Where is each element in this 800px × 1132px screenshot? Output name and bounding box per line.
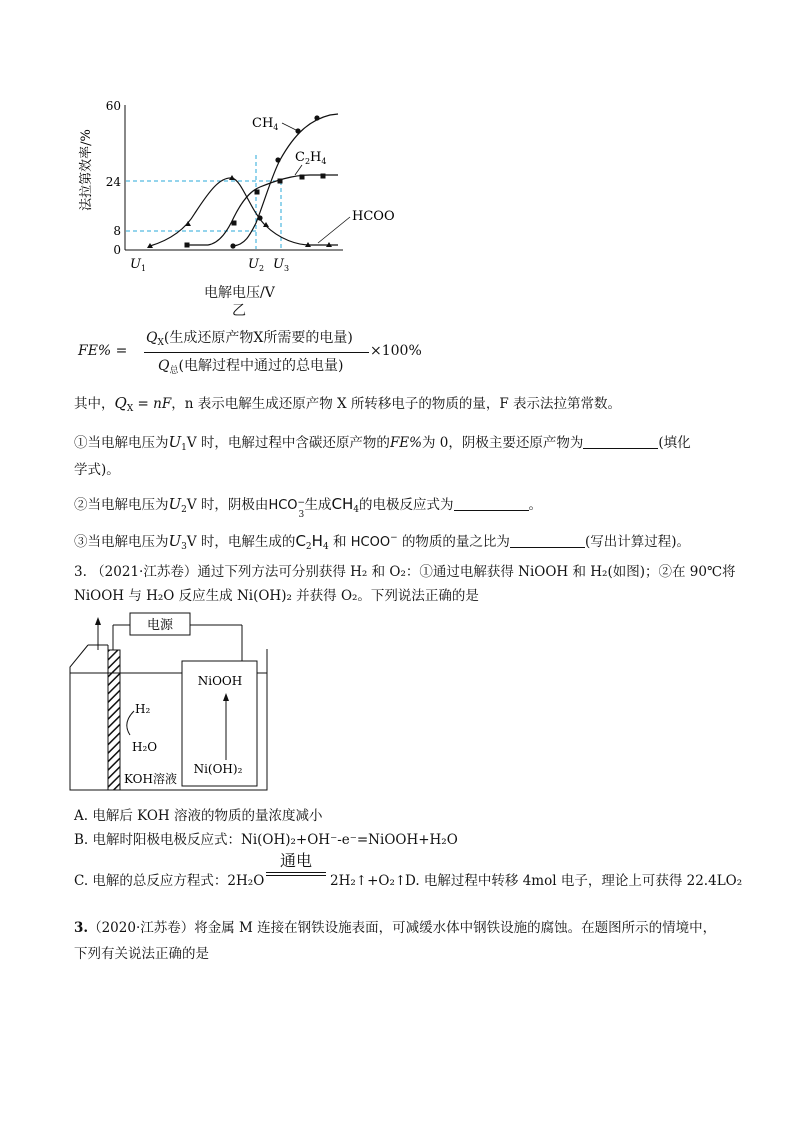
q1-text-d: (填化	[658, 435, 691, 451]
x-tick-u2: $U_2$	[248, 257, 265, 273]
question-2	[74, 494, 542, 520]
q2-ch: CH	[331, 495, 354, 513]
c2h4-point	[300, 175, 305, 180]
explain-eq: = nF	[133, 396, 172, 412]
ch4-point	[314, 115, 319, 120]
fe-formula	[78, 325, 478, 379]
formula-fraction-bar	[144, 352, 369, 353]
power-supply-label: 电源	[146, 618, 174, 633]
q3-text-c: 的物质的量之比为	[401, 534, 510, 550]
q2-ch-sub: 4	[353, 505, 360, 515]
denominator-text: (电解过程中通过的总电量)	[178, 358, 344, 374]
ch4-point	[257, 215, 262, 220]
hcoo-point	[185, 221, 191, 226]
y-tick-0: 0	[113, 243, 121, 257]
q3-text-a: ③当电解电压为	[74, 534, 169, 550]
h2-curved-arrow	[127, 711, 134, 735]
formula-denominator	[158, 355, 343, 376]
chart-caption: 乙	[232, 303, 246, 319]
label-koh: KOH溶液	[124, 772, 177, 786]
q3-answer-blank[interactable]	[510, 533, 585, 548]
c2h4-point	[255, 190, 260, 195]
q3-text-b: V 时，电解生成的	[186, 534, 296, 550]
option-a[interactable]: A. 电解后 KOH 溶液的物质的量浓度减小	[74, 808, 323, 824]
reference-lines	[126, 155, 282, 249]
q3-c2: C	[295, 532, 306, 550]
question-3	[74, 528, 690, 557]
q3-c2-sub: 2	[305, 542, 312, 552]
q2-text-b: V 时，阴极由	[186, 497, 269, 513]
q1-u: U	[168, 433, 182, 451]
explain-line	[74, 393, 621, 419]
q2-answer-blank[interactable]	[454, 496, 529, 511]
explain-rest: ，n 表示电解生成还原产物 X 所转移电子的物质的量，F 表示法拉第常数。	[171, 396, 622, 412]
option-d[interactable]: D. 电解过程中转移 4mol 电子，理论上可获得 22.4LO₂	[405, 873, 743, 889]
x-tick-u1: $U_1$	[130, 257, 147, 273]
q1-text-a: ①当电解电压为	[74, 435, 169, 451]
label-hcoo-leader	[318, 217, 350, 243]
denominator-sub: 总	[169, 366, 179, 376]
option-c[interactable]	[74, 871, 264, 891]
problem-2020-line2: 下列有关说法正确的是	[74, 946, 209, 962]
c2h4-point	[321, 174, 326, 179]
problem-2020-line1	[74, 918, 716, 938]
q3-text-d: (写出计算过程)。	[584, 534, 690, 550]
problem-2020-text: （2020·江苏卷）将金属 M 连接在钢铁设施表面，可减缓水体中钢铁设施的腐蚀。在题图所示的情境中，	[88, 920, 717, 936]
q2-text-d: 的电极反应式为	[359, 497, 454, 513]
c2h4-point	[278, 179, 283, 184]
q1-u-sub: 1	[181, 443, 187, 453]
label-c2h4-leader	[295, 165, 302, 175]
series-line-hcoo	[150, 178, 338, 246]
q3-hcoo-sup: −	[390, 533, 398, 543]
numerator-text: (生成还原产物X所需要的电量)	[163, 330, 353, 346]
chart-ylabel: 法拉第效率/%	[79, 129, 94, 211]
y-tick-24: 24	[105, 175, 121, 189]
q3-h: H	[311, 532, 323, 550]
condition-double-line	[266, 872, 326, 876]
y-tick-8: 8	[113, 224, 121, 238]
q1-answer-blank[interactable]	[583, 434, 658, 449]
c2h4-point	[232, 221, 237, 226]
label-h2o: H₂O	[132, 740, 158, 754]
ch4-point	[230, 243, 235, 248]
q3-u-sub: 3	[181, 542, 187, 552]
q3-h-sub: 4	[322, 542, 329, 552]
explain-q: Q	[114, 394, 127, 412]
problem-2021-line1: 3. （2021·江苏卷）通过下列方法可分别获得 H₂ 和 O₂：①通过电解获得 NiOOH 和 H₂(如图)；②在 90℃将	[74, 564, 736, 580]
q1-fe: FE%	[389, 435, 422, 451]
label-ch4-leader	[282, 123, 298, 131]
electrolysis-apparatus	[60, 605, 280, 800]
label-c2h4: $C_2H_4$	[295, 150, 327, 166]
series-line-c2h4	[187, 175, 338, 245]
question-1-line2: 学式)。	[74, 462, 120, 478]
option-c-products: 2H₂↑+O₂↑	[330, 873, 407, 889]
q1-text-b: V 时，电解过程中含碳还原产物的	[186, 435, 390, 451]
formula-suffix: ×100%	[370, 343, 422, 359]
label-ch4: $CH_4$	[252, 116, 279, 132]
series-line-ch4	[233, 114, 338, 246]
q2-u-sub: 2	[181, 505, 187, 515]
problem-2021-line2: NiOOH 与 H₂O 反应生成 Ni(OH)₂ 并获得 O₂。下列说法正确的是	[74, 588, 479, 604]
reaction-condition	[266, 852, 326, 876]
q2-text-a: ②当电解电压为	[74, 497, 169, 513]
x-tick-u3: $U_3$	[273, 257, 290, 273]
markers-hcoo	[147, 175, 332, 248]
q3-hcoo: HCOO	[350, 535, 391, 550]
label-nioh2: Ni(OH)₂	[193, 762, 243, 776]
option-b[interactable]: B. 电解时阳极电极反应式：Ni(OH)₂+OH⁻-e⁻=NiOOH+H₂O	[74, 832, 458, 848]
cathode-electrode	[108, 650, 120, 790]
question-1-line1	[74, 432, 691, 458]
label-niooh: NiOOH	[197, 674, 243, 688]
q3-u: U	[168, 532, 182, 550]
q2-ion: HCO	[268, 498, 298, 513]
numerator-sub: X	[157, 338, 164, 348]
c2h4-point	[185, 243, 190, 248]
explain-q-sub: X	[126, 404, 134, 414]
explain-prefix: 其中，	[74, 396, 115, 412]
q1-text-c: 为 0，阴极主要还原产物为	[422, 435, 584, 451]
y-tick-60: 60	[105, 99, 121, 113]
q2-u: U	[168, 495, 182, 513]
numerator-q: Q	[146, 330, 158, 346]
q2-text-e: 。	[528, 497, 543, 513]
ch4-point	[275, 157, 280, 162]
option-c-prefix: C. 电解的总反应方程式：2H₂O	[74, 873, 265, 889]
q2-text-c: 生成	[304, 497, 332, 513]
q2-ion-sup: −	[297, 498, 306, 508]
problem-2020-number: 3.	[74, 920, 89, 936]
q2-ion-sub: 3	[298, 510, 305, 520]
formula-numerator	[146, 327, 353, 348]
label-hcoo: HCOO	[352, 209, 395, 224]
denominator-q: Q	[158, 358, 170, 374]
formula-lhs: FE% =	[78, 343, 128, 359]
label-h2: H₂	[135, 702, 151, 716]
q3-and: 和	[332, 534, 347, 550]
chart-xlabel: 电解电压/V	[204, 285, 275, 301]
condition-text: 通电	[279, 851, 312, 870]
